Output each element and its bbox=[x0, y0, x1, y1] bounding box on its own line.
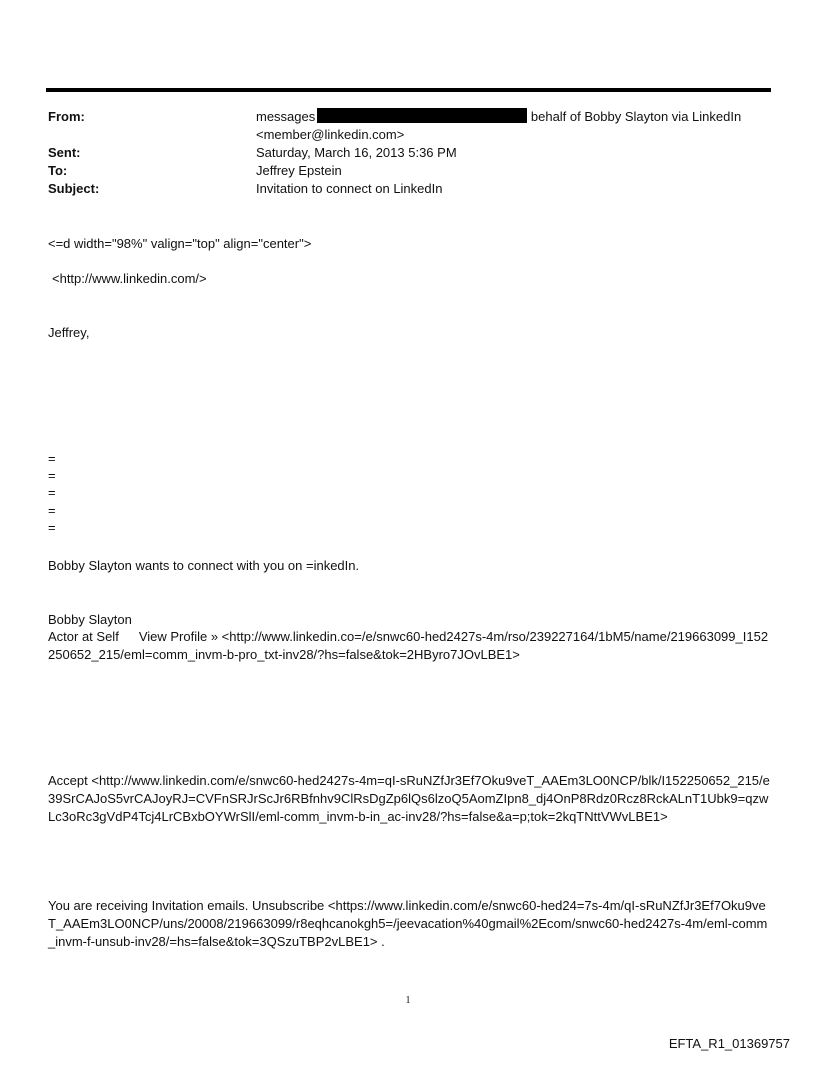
to-value: Jeffrey Epstein bbox=[256, 163, 342, 178]
from-email: <member@linkedin.com> bbox=[256, 127, 405, 142]
header-rule bbox=[46, 88, 771, 92]
subject-value: Invitation to connect on LinkedIn bbox=[256, 181, 443, 196]
to-label: To: bbox=[48, 163, 68, 178]
eq-line: = bbox=[48, 485, 56, 500]
linkedin-link[interactable]: <http://www.linkedin.com/> bbox=[52, 271, 207, 286]
redaction-box bbox=[317, 108, 527, 123]
from-suffix: behalf of Bobby Slayton via LinkedIn bbox=[530, 109, 742, 124]
eq-line: = bbox=[48, 503, 56, 518]
profile-block bbox=[48, 628, 772, 664]
page-number: 1 bbox=[405, 995, 411, 1006]
html-fragment-line: <=d width="98%" valign="top" align="center"> bbox=[48, 236, 312, 251]
accept-link[interactable]: Accept <http://www.linkedin.com/e/snwc60-hed2427s-4m=qI-sRuNZfJr3Ef7Oku9veT_AAEm3LO0NCP/blk/I152250652_215/e39SrCAJoS5vrCAJoyRJ=CVFnSRJrScJr6RBfnhv9ClRsDgZp6lQs6lzoQ5AomZIpn8_dj4OnP8Rdz0Rcz8RckALnT1Ubk9=qzwLc3oRc3gVdP4Tcj4LrCBxbOYWrSlI/eml-comm_invm-b-in_ac-inv28/?hs=false&a=p;tok=2kqTNttVWvLBE1> bbox=[48, 773, 770, 824]
from-prefix: messages bbox=[256, 109, 316, 124]
sent-value: Saturday, March 16, 2013 5:36 PM bbox=[256, 145, 457, 160]
greeting: Jeffrey, bbox=[48, 325, 90, 340]
from-label: From: bbox=[48, 109, 85, 124]
bates-number: EFTA_R1_01369757 bbox=[668, 1036, 790, 1051]
from-value bbox=[256, 108, 771, 144]
subject-label: Subject: bbox=[48, 181, 100, 196]
sender-role: Actor at Self bbox=[48, 629, 119, 644]
eq-line: = bbox=[48, 468, 56, 483]
sent-label: Sent: bbox=[48, 145, 81, 160]
sender-name: Bobby Slayton bbox=[48, 612, 132, 627]
eq-line: = bbox=[48, 451, 56, 466]
connect-message: Bobby Slayton wants to connect with you on =inkedIn. bbox=[48, 558, 360, 573]
view-profile-link[interactable]: View Profile » <http://www.linkedin.co=/e/snwc60-hed2427s-4m/rso/239227164/1bM5/name/219663099_I152250652_215/eml=comm_invm-b-pro_txt-inv28/?hs=false&tok=2HByro7JOvLBE1> bbox=[48, 629, 769, 662]
eq-line: = bbox=[48, 520, 56, 535]
unsubscribe-line[interactable]: You are receiving Invitation emails. Unsubscribe <https://www.linkedin.com/e/snwc60-hed24=7s-4m/qI-sRuNZfJr3Ef7Oku9veT_AAEm3LO0NCP/uns/20008/219663099/r8eqhcanokgh5=/jeevacation%40gmail%2Ecom/snwc60-hed2427s-4m/eml-comm_invm-f-unsub-inv28/=hs=false&tok=3QSzuTBP2vLBE1> . bbox=[48, 898, 768, 949]
